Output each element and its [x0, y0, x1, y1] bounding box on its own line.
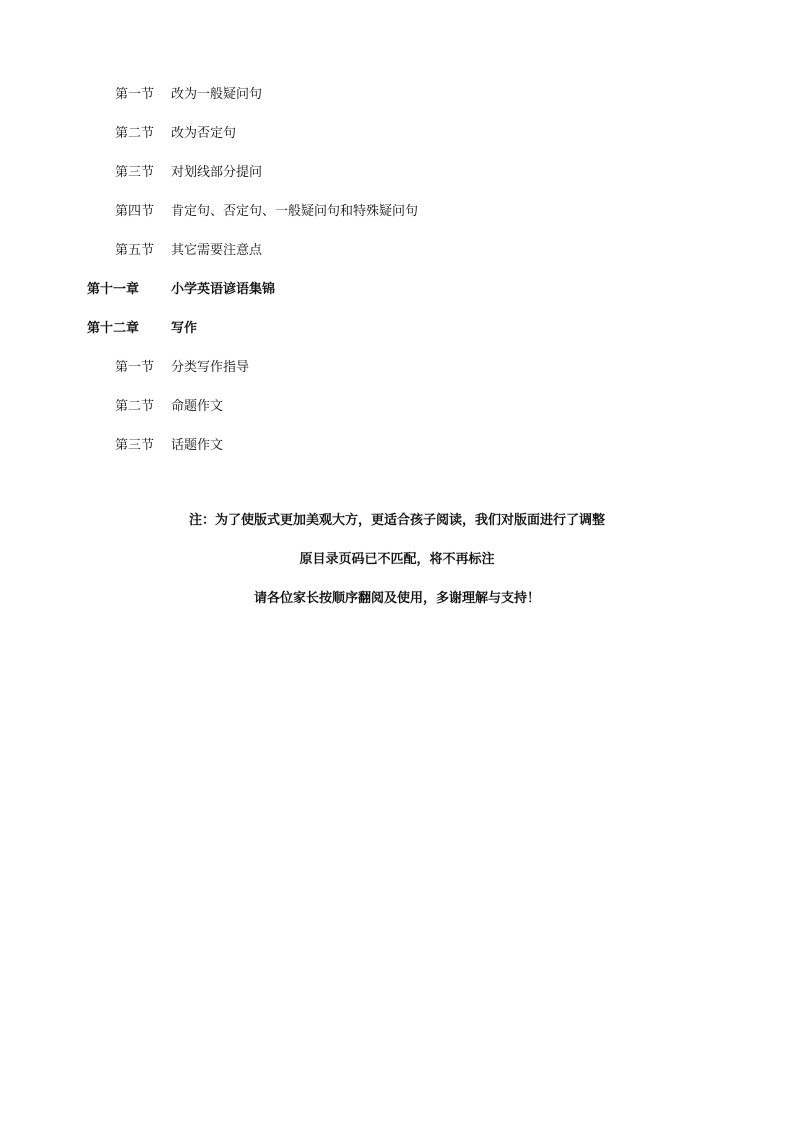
toc-entry-title: 改为一般疑问句: [171, 87, 263, 102]
note-text: 注：为了使版式更加美观大方，更适合孩子阅读，我们对版面进行了调整: [188, 513, 605, 528]
note-line: [0, 588, 794, 627]
note-line: [0, 510, 794, 549]
note-text: 原目录页码已不匹配，将不再标注: [299, 552, 495, 567]
toc-entry-number: 第一节: [115, 87, 155, 102]
toc-entry: [0, 357, 794, 396]
toc-entry-number: 第二节: [115, 399, 155, 414]
toc-entry: [0, 201, 794, 240]
toc-entry-title: 命题作文: [171, 399, 224, 414]
toc-entry-title: 改为否定句: [171, 126, 237, 141]
toc-entry: [0, 240, 794, 279]
toc-entry-title: 其它需要注意点: [171, 243, 263, 258]
toc-chapter-entry: [0, 279, 794, 318]
note-line: [0, 549, 794, 588]
toc-entry: [0, 123, 794, 162]
toc-entry-title: 肯定句、否定句、一般疑问句和特殊疑问句: [171, 204, 419, 219]
toc-entry-title: 对划线部分提问: [171, 165, 263, 180]
toc-entry-number: 第三节: [115, 165, 155, 180]
toc-entry: [0, 84, 794, 123]
toc-entry-number: 第一节: [115, 360, 155, 375]
toc-entry: [0, 435, 794, 474]
toc-chapter-title: 写作: [171, 321, 198, 336]
toc-entry: [0, 396, 794, 435]
toc-chapter-entry: [0, 318, 794, 357]
toc-chapter-title: 小学英语谚语集锦: [171, 282, 276, 297]
editor-notes: [0, 510, 794, 627]
toc-entry-title: 话题作文: [171, 438, 224, 453]
toc-entry: [0, 162, 794, 201]
toc-chapter-number: 第十二章: [87, 321, 140, 336]
toc-entry-number: 第二节: [115, 126, 155, 141]
toc-entry-number: 第三节: [115, 438, 155, 453]
toc-entry-title: 分类写作指导: [171, 360, 250, 375]
toc-entry-number: 第五节: [115, 243, 155, 258]
note-text: 请各位家长按顺序翻阅及使用，多谢理解与支持！: [253, 591, 540, 606]
toc-entry-number: 第四节: [115, 204, 155, 219]
table-of-contents: [0, 84, 794, 474]
toc-chapter-number: 第十一章: [87, 282, 140, 297]
